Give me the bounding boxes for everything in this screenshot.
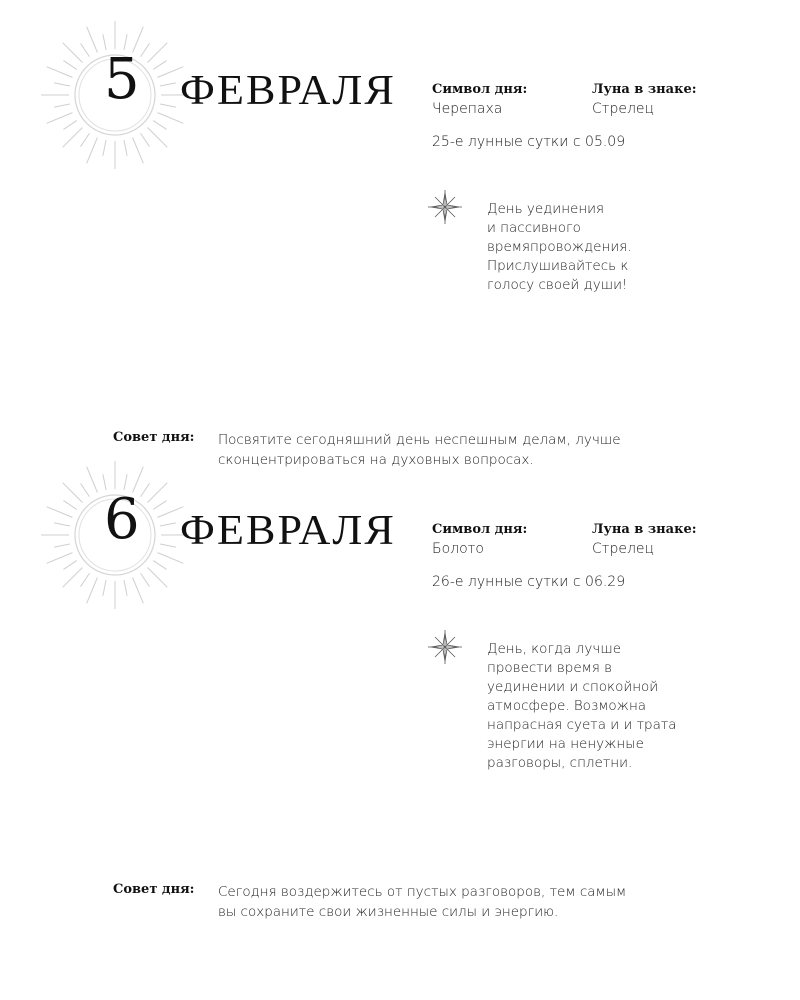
moon-sign-value: Стрелец bbox=[592, 101, 655, 117]
advice-text: Сегодня воздержитесь от пустых разговоров, тем самым вы сохраните свои жизненные силы и энергию. bbox=[218, 884, 627, 920]
month-name: ФЕВРАЛЯ bbox=[180, 508, 396, 554]
day-description: День уединения и пассивного времяпровождения. Прислушивайтесь к голосу своей души! bbox=[487, 201, 632, 293]
lunar-day-text: 25-е лунные сутки с 05.09 bbox=[432, 134, 626, 150]
star-icon bbox=[428, 630, 462, 664]
symbol-label: Символ дня: bbox=[432, 522, 528, 537]
symbol-value: Болото bbox=[432, 541, 484, 557]
symbol-value: Черепаха bbox=[432, 101, 503, 117]
day-description: День, когда лучше провести время в уединении и спокойной атмосфере. Возможна напрасная суета и и трата энергии на ненужные разговоры, сплетни. bbox=[487, 641, 677, 771]
moon-sign-label: Луна в знаке: bbox=[592, 522, 697, 537]
star-icon bbox=[428, 190, 462, 224]
advice-label: Совет дня: bbox=[113, 430, 195, 445]
moon-sign-value: Стрелец bbox=[592, 541, 655, 557]
day-number: 6 bbox=[104, 487, 140, 552]
month-name: ФЕВРАЛЯ bbox=[180, 68, 396, 114]
lunar-day-text: 26-е лунные сутки с 06.29 bbox=[432, 574, 626, 590]
advice-label: Совет дня: bbox=[113, 882, 195, 897]
symbol-label: Символ дня: bbox=[432, 82, 528, 97]
advice-text: Посвятите сегодняшний день неспешным делам, лучше сконцентрироваться на духовных вопросах. bbox=[218, 432, 621, 468]
day-number: 5 bbox=[104, 47, 140, 112]
moon-sign-label: Луна в знаке: bbox=[592, 82, 697, 97]
